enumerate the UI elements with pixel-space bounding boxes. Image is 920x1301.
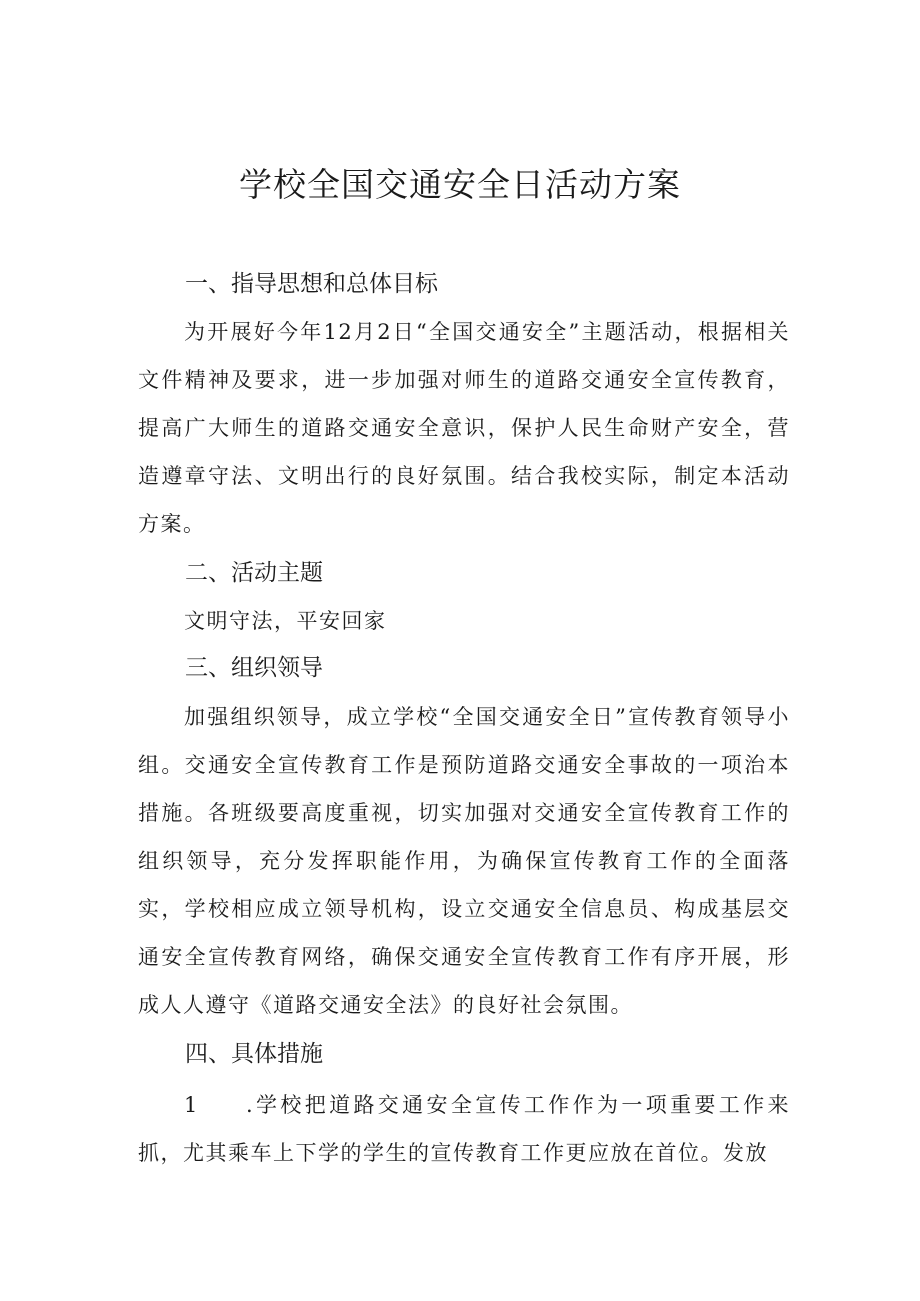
section-paragraph-activity-theme: 文明守法，平安回家 xyxy=(184,609,387,633)
section-heading-organization: 三、组织领导 xyxy=(185,655,323,681)
section-paragraph-guiding-thought: 为开展好今年12月2日“全国交通安全”主题活动，根据相关文件精神及要求，进一步加强对师生的道路交通安全宣传教育，提高广大师生的道路交通安全意识，保护人民生命财产安全，营造遵章守法、文明出行的良好氛围。结合我校实际，制定本活动方案。 xyxy=(138,320,790,536)
item-text: .学校把道路交通安全宣传工作作为一项重要工作来抓，尤其乘车上下学的学生的宣传教育工作更应放在首位。发放 xyxy=(138,1093,790,1165)
item-number: 1 xyxy=(184,1093,199,1117)
section-paragraph-organization: 加强组织领导，成立学校“全国交通安全日”宣传教育领导小组。交通安全宣传教育工作是预防道路交通安全事故的一项治本措施。各班级要高度重视，切实加强对交通安全宣传教育工作的组织领导，充分发挥职能作用，为确保宣传教育工作的全面落实，学校相应成立领导机构，设立交通安全信息员、构成基层交通安全宣传教育网络，确保交通安全宣传教育工作有序开展，形成人人遵守《道路交通安全法》的良好社会氛围。 xyxy=(138,705,790,1017)
document-title: 学校全国交通安全日活动方案 xyxy=(239,165,681,204)
section-heading-guiding-thought: 一、指导思想和总体目标 xyxy=(185,271,438,297)
section-heading-measures: 四、具体措施 xyxy=(185,1041,323,1067)
section-paragraph-measures xyxy=(138,1081,790,1177)
section-heading-activity-theme: 二、活动主题 xyxy=(185,560,323,586)
